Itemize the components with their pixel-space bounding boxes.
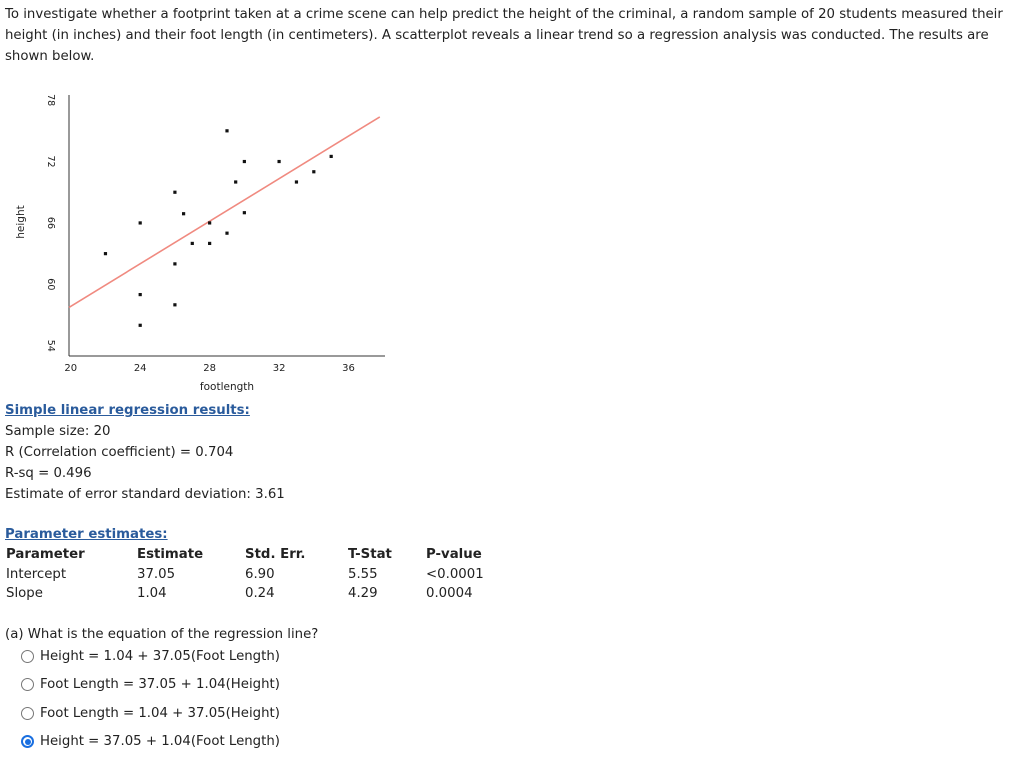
radio-button[interactable] [21,707,34,720]
data-point [243,160,246,163]
scatterplot [0,90,400,400]
data-point [243,211,246,214]
regression-line [69,117,380,308]
option-1-label: Height = 1.04 + 37.05(Foot Length) [40,649,280,664]
header-p-value: P-value [426,547,482,562]
parameter-estimates-title: Parameter estimates: [5,527,168,542]
header-t-stat: T-Stat [348,547,392,562]
x-tick-label: 32 [272,363,286,374]
x-tick-label: 24 [133,363,147,374]
y-tick-label: 72 [45,155,56,168]
sample-size: Sample size: 20 [5,424,111,439]
data-point [295,180,298,183]
option-4-label: Height = 37.05 + 1.04(Foot Length) [40,734,280,749]
data-point [234,180,237,183]
slope-t-stat: 4.29 [348,586,378,601]
y-tick-label: 54 [45,339,56,352]
plot-axes [69,95,385,356]
x-tick-label: 28 [203,363,217,374]
x-axis-label: footlength [199,381,255,393]
data-point [208,242,211,245]
y-tick-labels [45,94,56,352]
radio-button-selected[interactable] [21,735,34,748]
x-tick-labels [64,363,355,374]
intercept-label: Intercept [6,567,67,582]
data-point [182,212,185,215]
intercept-std-err: 6.90 [245,567,275,582]
data-point [191,242,194,245]
data-points [104,129,333,327]
option-2[interactable] [21,677,280,692]
slope-std-err: 0.24 [245,586,275,601]
y-axis-label: height [15,205,27,239]
header-estimate: Estimate [137,547,204,562]
regression-results-title: Simple linear regression results: [5,403,250,418]
question-a: (a) What is the equation of the regression line? [5,627,319,642]
radio-button[interactable] [21,678,34,691]
data-point [225,232,228,235]
x-tick-label: 20 [64,363,78,374]
correlation-coefficient: R (Correlation coefficient) = 0.704 [5,445,234,460]
data-point [139,221,142,224]
intercept-t-stat: 5.55 [348,567,378,582]
option-3[interactable] [21,706,280,721]
header-std-err: Std. Err. [245,547,306,562]
data-point [312,170,315,173]
error-standard-deviation: Estimate of error standard deviation: 3.61 [5,487,285,502]
data-point [139,293,142,296]
y-tick-label: 66 [45,216,56,229]
header-parameter: Parameter [6,547,85,562]
x-tick-label: 36 [342,363,355,374]
intercept-p-value: <0.0001 [426,567,484,582]
data-point [330,155,333,158]
data-point [208,221,211,224]
data-point [139,324,142,327]
data-point [225,129,228,132]
data-point [104,252,107,255]
slope-estimate: 1.04 [137,586,167,601]
data-point [173,262,176,265]
data-point [277,160,280,163]
option-1[interactable] [21,649,280,664]
data-point [173,303,176,306]
r-squared: R-sq = 0.496 [5,466,92,481]
radio-button[interactable] [21,650,34,663]
option-4[interactable] [21,734,280,749]
y-tick-label: 60 [45,278,56,291]
option-2-label: Foot Length = 37.05 + 1.04(Height) [40,677,280,692]
problem-intro: To investigate whether a footprint taken at a crime scene can help predict the height of the criminal, a random sample of 20 students measured their height (in inches) and their foot length (in centimeters). A scatterplot reveals a linear trend so a regression analysis was conducted. The results are shown below. [5,7,1003,64]
data-point [173,191,176,194]
intercept-estimate: 37.05 [137,567,176,582]
slope-label: Slope [6,586,43,601]
y-tick-label: 78 [45,94,56,107]
slope-p-value: 0.0004 [426,586,473,601]
option-3-label: Foot Length = 1.04 + 37.05(Height) [40,706,280,721]
